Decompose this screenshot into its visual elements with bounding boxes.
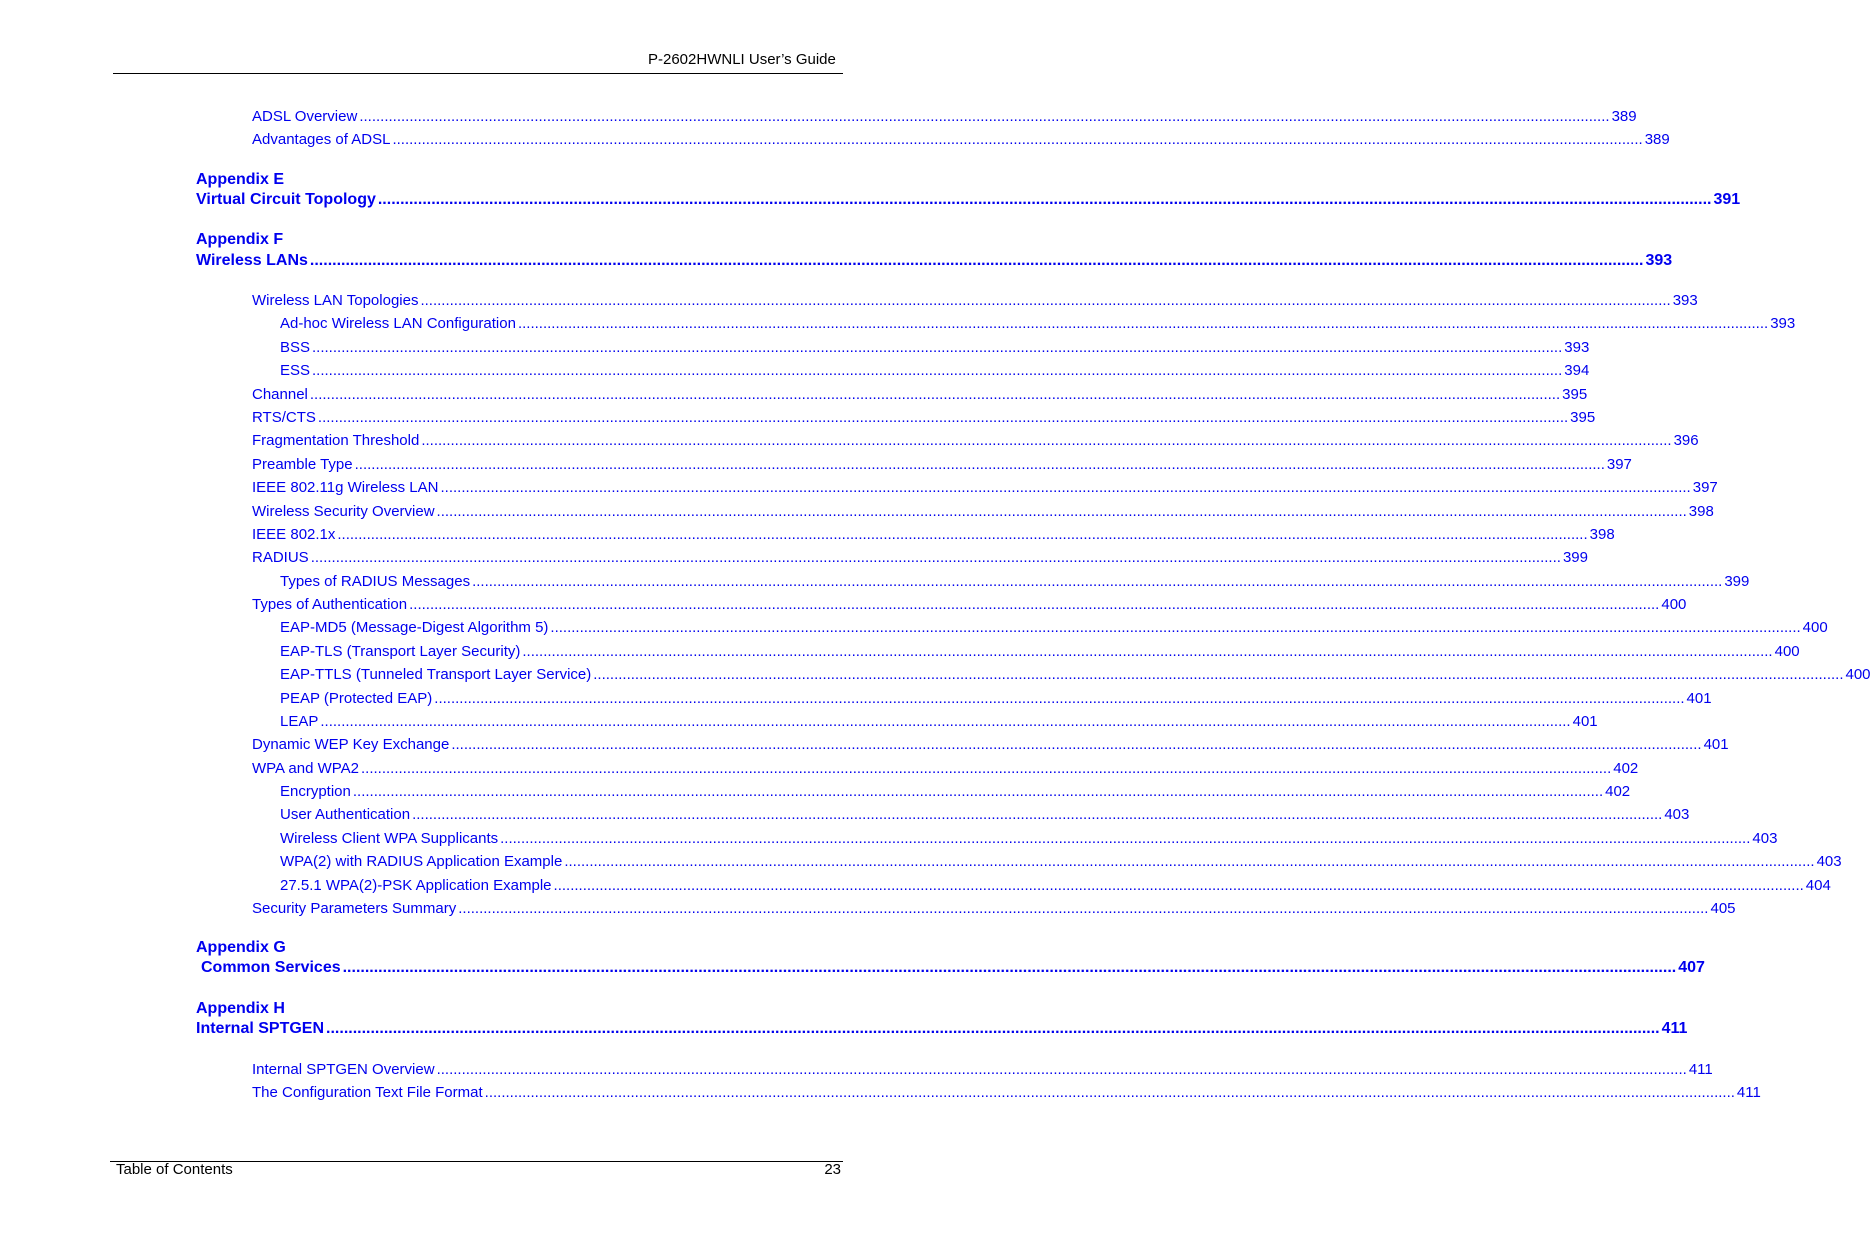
dot-leader: ............................................................................................................................................................................................................................................................................................................	[434, 690, 1685, 707]
toc-entry-label: Encryption	[280, 783, 351, 800]
toc-entry-label: Wireless Client WPA Supplicants	[280, 830, 499, 847]
toc-entry-page: 398	[1688, 503, 1714, 520]
toc-chapter-entry[interactable]	[201, 958, 1705, 977]
toc-entry-page: 403	[1816, 853, 1842, 870]
toc-entry-label: Wireless LANs	[196, 252, 308, 269]
toc-entry[interactable]	[252, 130, 1670, 149]
toc-entry[interactable]	[252, 385, 1588, 404]
appendix-heading[interactable]: Appendix H	[196, 1000, 285, 1017]
toc-entry-label: Internal SPTGEN	[196, 1020, 325, 1037]
toc-entry-label: Virtual Circuit Topology	[196, 191, 376, 208]
dot-leader: ............................................................................................................................................................................................................................................................................................................	[354, 456, 1605, 473]
toc-entry-label: Ad-hoc Wireless LAN Configuration	[280, 315, 516, 332]
guide-title: P-2602HWNLI User’s Guide	[648, 51, 836, 68]
toc-entry-label: RTS/CTS	[252, 409, 316, 426]
toc-entry[interactable]	[252, 478, 1718, 497]
appendix-heading[interactable]: Appendix E	[196, 171, 285, 188]
toc-entry-label: IEEE 802.1x	[252, 526, 336, 543]
toc-entry[interactable]	[280, 712, 1598, 731]
dot-leader: ............................................................................................................................................................................................................................................................................................................	[522, 643, 1773, 660]
toc-entry-label: EAP-TTLS (Tunneled Transport Layer Service)	[280, 666, 592, 683]
toc-entry-page: 391	[1713, 191, 1741, 208]
toc-entry-page: 389	[1644, 131, 1670, 148]
toc-entry-label: Fragmentation Threshold	[252, 432, 420, 449]
dot-leader: ............................................................................................................................................................................................................................................................................................................	[337, 526, 1588, 543]
appendix-heading[interactable]: Appendix G	[196, 939, 286, 956]
toc-entry-page: 401	[1572, 713, 1598, 730]
dot-leader: ............................................................................................................................................................................................................................................................................................................	[310, 549, 1561, 566]
appendix-heading[interactable]: Appendix F	[196, 231, 284, 248]
footer-page-number: 23	[824, 1161, 841, 1178]
toc-entry[interactable]	[252, 595, 1687, 614]
dot-leader: ............................................................................................................................................................................................................................................................................................................	[317, 409, 1569, 426]
toc-entry-label: User Authentication	[280, 806, 411, 823]
dot-leader: ............................................................................................................................................................................................................................................................................................................	[436, 1061, 1687, 1078]
toc-entry[interactable]	[280, 689, 1712, 708]
toc-entry-page: 397	[1606, 456, 1632, 473]
dot-leader: ............................................................................................................................................................................................................................................................................................................	[326, 1020, 1660, 1037]
toc-entry-page: 407	[1678, 959, 1705, 976]
toc-entry-label: Wireless Security Overview	[252, 503, 435, 520]
toc-entry-label: WPA(2) with RADIUS Application Example	[280, 853, 563, 870]
dot-leader: ............................................................................................................................................................................................................................................................................................................	[392, 131, 1643, 148]
toc-entry-page: 394	[1564, 362, 1590, 379]
toc-entry-label: IEEE 802.11g Wireless LAN	[252, 479, 439, 496]
toc-entry[interactable]	[252, 1083, 1761, 1102]
toc-entry-label: Common Services	[201, 959, 341, 976]
dot-leader: ............................................................................................................................................................................................................................................................................................................	[352, 783, 1604, 800]
toc-entry-page: 398	[1589, 526, 1615, 543]
toc-entry-label: WPA and WPA2	[252, 760, 359, 777]
toc-entry[interactable]	[252, 291, 1698, 310]
toc-entry-label: EAP-TLS (Transport Layer Security)	[280, 643, 521, 660]
dot-leader: ............................................................................................................................................................................................................................................................................................................	[320, 713, 1571, 730]
toc-entry[interactable]	[252, 548, 1588, 567]
dot-leader: ............................................................................................................................................................................................................................................................................................................	[593, 666, 1844, 683]
toc-entry-page: 402	[1605, 783, 1631, 800]
dot-leader: ............................................................................................................................................................................................................................................................................................................	[458, 900, 1709, 917]
toc-entry-page: 395	[1562, 386, 1588, 403]
toc-entry[interactable]	[280, 314, 1796, 333]
dot-leader: ............................................................................................................................................................................................................................................................................................................	[377, 191, 1712, 208]
toc-entry[interactable]	[252, 455, 1632, 474]
toc-entry-page: 393	[1645, 252, 1673, 269]
toc-entry-page: 397	[1692, 479, 1718, 496]
toc-chapter-entry[interactable]	[196, 190, 1741, 209]
toc-chapter-entry[interactable]	[196, 1019, 1688, 1038]
toc-entry-page: 411	[1736, 1084, 1761, 1101]
toc-entry-label: Advantages of ADSL	[252, 131, 391, 148]
toc-entry-label: RADIUS	[252, 549, 309, 566]
toc-entry-page: 393	[1564, 339, 1590, 356]
toc-entry-label: The Configuration Text File Format	[252, 1084, 483, 1101]
toc-entry[interactable]	[280, 829, 1778, 848]
dot-leader: ............................................................................................................................................................................................................................................................................................................	[412, 806, 1663, 823]
toc-entry-label: ADSL Overview	[252, 108, 358, 125]
toc-entry[interactable]	[252, 1060, 1713, 1079]
dot-leader: ............................................................................................................................................................................................................................................................................................................	[517, 315, 1769, 332]
dot-leader: ............................................................................................................................................................................................................................................................................................................	[500, 830, 1751, 847]
header-divider	[113, 73, 843, 74]
toc-entry[interactable]	[280, 338, 1590, 357]
toc-entry[interactable]	[252, 525, 1615, 544]
toc-entry-page: 393	[1672, 292, 1698, 309]
toc-entry-page: 395	[1570, 409, 1596, 426]
toc-entry[interactable]	[252, 431, 1699, 450]
toc-entry-page: 403	[1752, 830, 1778, 847]
toc-entry-page: 399	[1724, 573, 1750, 590]
toc-entry-page: 401	[1703, 736, 1729, 753]
toc-entry[interactable]	[252, 502, 1714, 521]
toc-entry[interactable]	[280, 782, 1631, 801]
dot-leader: ............................................................................................................................................................................................................................................................................................................	[409, 596, 1660, 613]
dot-leader: ............................................................................................................................................................................................................................................................................................................	[342, 959, 1677, 976]
dot-leader: ............................................................................................................................................................................................................................................................................................................	[421, 432, 1672, 449]
toc-entry-page: 405	[1710, 900, 1736, 917]
dot-leader: ............................................................................................................................................................................................................................................................................................................	[312, 339, 1563, 356]
toc-entry-label: Types of RADIUS Messages	[280, 573, 471, 590]
toc-entry-page: 400	[1774, 643, 1800, 660]
toc-entry[interactable]	[252, 899, 1736, 918]
toc-entry[interactable]	[280, 665, 1871, 684]
toc-entry[interactable]	[280, 361, 1590, 380]
toc-entry-page: 411	[1661, 1020, 1688, 1037]
toc-entry-page: 403	[1664, 806, 1690, 823]
toc-entry[interactable]	[280, 572, 1750, 591]
toc-entry[interactable]	[252, 408, 1596, 427]
toc-entry-label: Preamble Type	[252, 456, 353, 473]
toc-entry-page: 393	[1770, 315, 1796, 332]
toc-entry-page: 389	[1611, 108, 1637, 125]
toc-entry-label: Types of Authentication	[252, 596, 408, 613]
toc-entry-page: 402	[1613, 760, 1639, 777]
dot-leader: ............................................................................................................................................................................................................................................................................................................	[420, 292, 1671, 309]
dot-leader: ............................................................................................................................................................................................................................................................................................................	[309, 252, 1644, 269]
dot-leader: ............................................................................................................................................................................................................................................................................................................	[484, 1084, 1735, 1101]
toc-entry-page: 401	[1686, 690, 1712, 707]
toc-entry[interactable]	[280, 805, 1690, 824]
toc-entry-label: Security Parameters Summary	[252, 900, 457, 917]
dot-leader: ............................................................................................................................................................................................................................................................................................................	[440, 479, 1691, 496]
dot-leader: ............................................................................................................................................................................................................................................................................................................	[359, 108, 1610, 125]
toc-entry-label: 27.5.1 WPA(2)-PSK Application Example	[280, 877, 552, 894]
toc-entry[interactable]	[280, 852, 1842, 871]
toc-entry-label: Channel	[252, 386, 308, 403]
toc-entry[interactable]	[280, 618, 1828, 637]
dot-leader: ............................................................................................................................................................................................................................................................................................................	[564, 853, 1815, 870]
toc-entry-label: BSS	[280, 339, 311, 356]
toc-entry-page: 400	[1845, 666, 1871, 683]
toc-entry[interactable]	[280, 642, 1800, 661]
toc-entry-label: Dynamic WEP Key Exchange	[252, 736, 450, 753]
toc-entry-label: PEAP (Protected EAP)	[280, 690, 433, 707]
toc-entry-label: EAP-MD5 (Message-Digest Algorithm 5)	[280, 619, 549, 636]
dot-leader: ............................................................................................................................................................................................................................................................................................................	[550, 619, 1801, 636]
toc-entry[interactable]	[252, 759, 1639, 778]
toc-entry-page: 396	[1673, 432, 1699, 449]
toc-entry-page: 400	[1802, 619, 1828, 636]
toc-entry[interactable]	[252, 107, 1637, 126]
toc-entry-page: 411	[1688, 1061, 1713, 1078]
dot-leader: ............................................................................................................................................................................................................................................................................................................	[472, 573, 1723, 590]
toc-entry-label: ESS	[280, 362, 311, 379]
dot-leader: ............................................................................................................................................................................................................................................................................................................	[436, 503, 1687, 520]
toc-entry-page: 404	[1805, 877, 1831, 894]
toc-chapter-entry[interactable]	[196, 251, 1673, 270]
dot-leader: ............................................................................................................................................................................................................................................................................................................	[312, 362, 1563, 379]
toc-entry-label: Internal SPTGEN Overview	[252, 1061, 435, 1078]
dot-leader: ............................................................................................................................................................................................................................................................................................................	[553, 877, 1804, 894]
toc-entry[interactable]	[252, 735, 1729, 754]
toc-entry-page: 400	[1661, 596, 1687, 613]
dot-leader: ............................................................................................................................................................................................................................................................................................................	[309, 386, 1561, 403]
toc-entry-label: Wireless LAN Topologies	[252, 292, 419, 309]
toc-entry-page: 399	[1562, 549, 1588, 566]
footer-section: Table of Contents	[116, 1161, 233, 1178]
dot-leader: ............................................................................................................................................................................................................................................................................................................	[451, 736, 1702, 753]
dot-leader: ............................................................................................................................................................................................................................................................................................................	[361, 760, 1612, 777]
toc-entry-label: LEAP	[280, 713, 319, 730]
toc-entry[interactable]	[280, 876, 1831, 895]
